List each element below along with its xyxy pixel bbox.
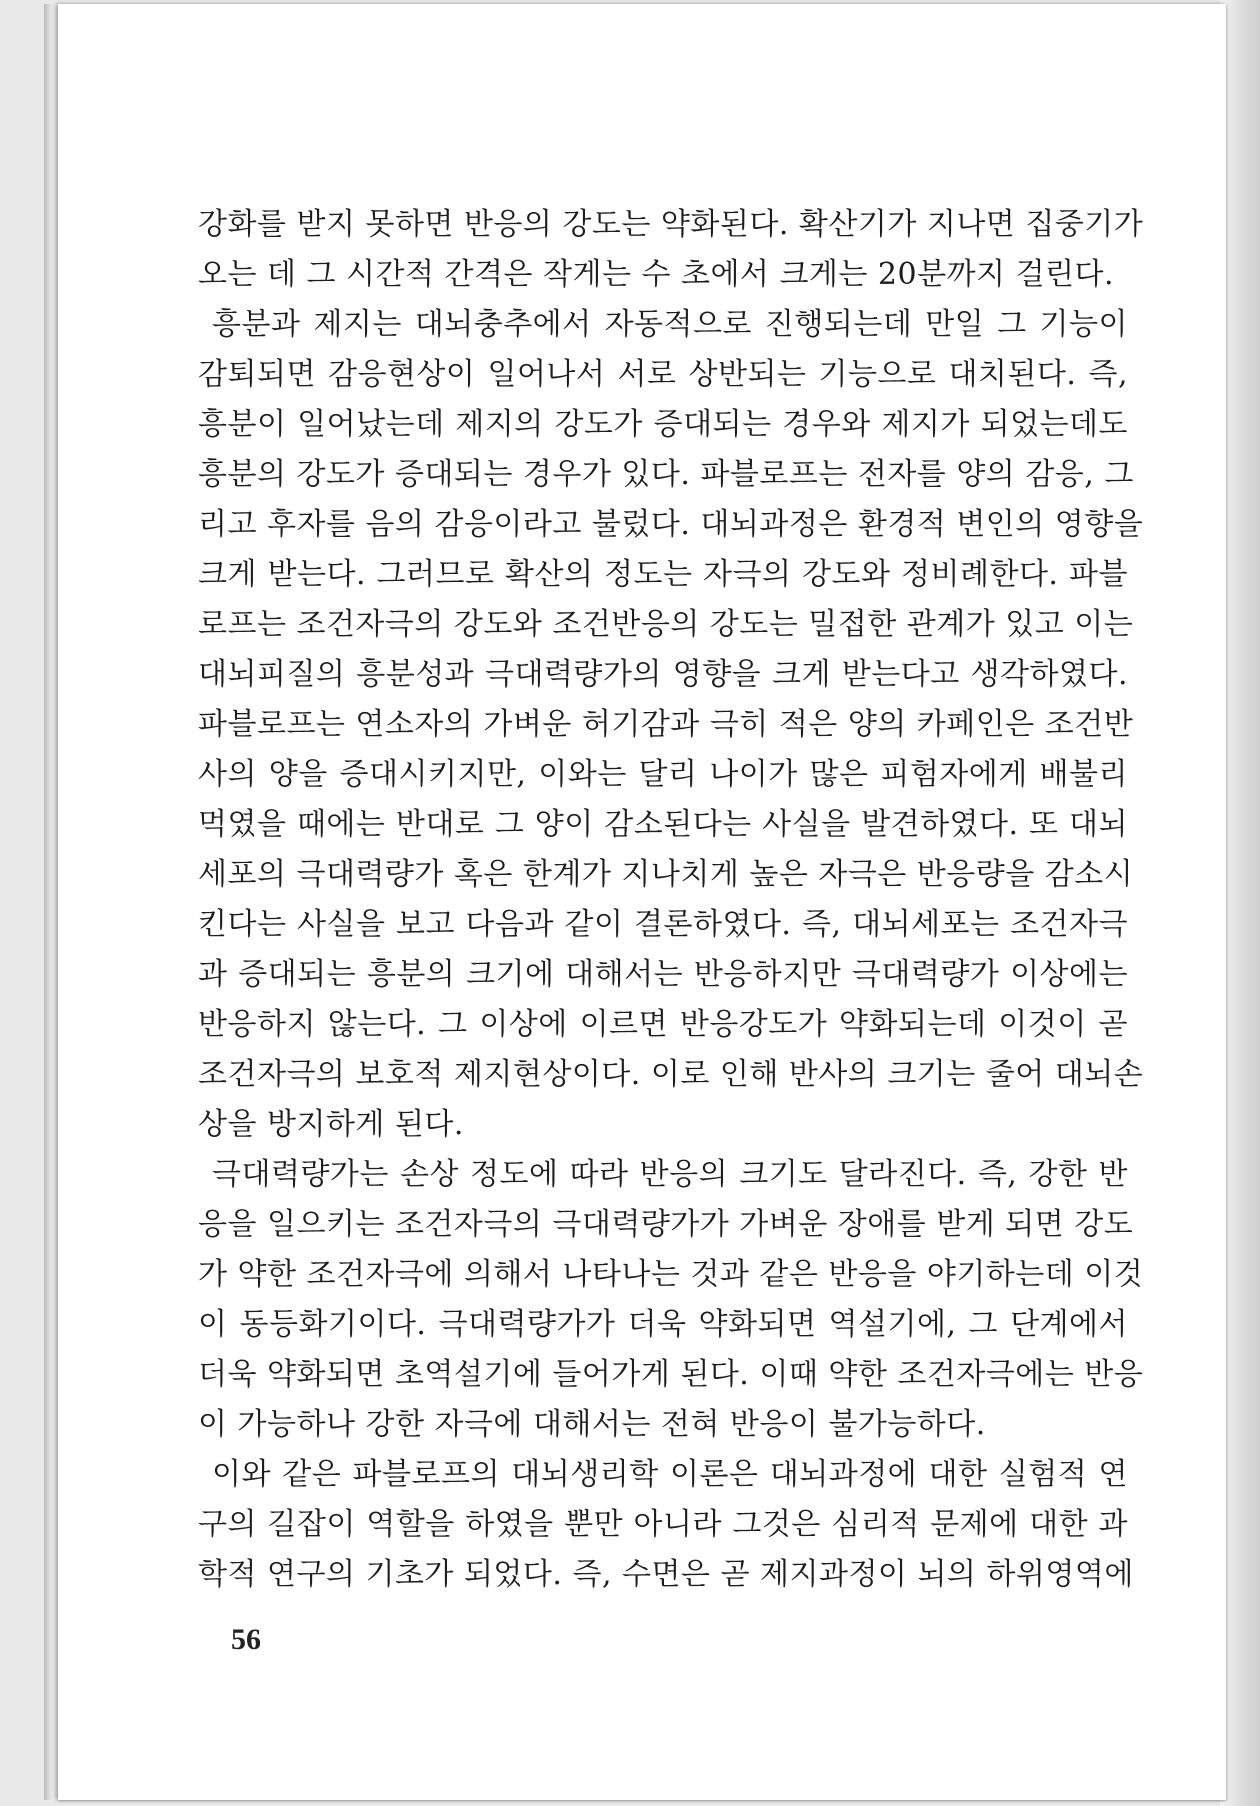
body-text xyxy=(198,200,1144,1600)
text-line: 로프는 조건자극의 강도와 조건반응의 강도는 밀접한 관계가 있고 이는 xyxy=(198,607,1134,642)
text-line: 흥분이 일어났는데 제지의 강도가 증대되는 경우와 제지가 되었는데도 xyxy=(198,407,1129,442)
text-line: 더욱 약화되면 초역설기에 들어가게 된다. 이때 약한 조건자극에는 반응 xyxy=(198,1357,1144,1392)
text-line: 크게 받는다. 그러므로 확산의 정도는 자극의 강도와 정비례한다. 파블 xyxy=(198,557,1128,592)
text-line: 이 가능하나 강한 자극에 대해서는 전혀 반응이 불가능하다. xyxy=(198,1407,986,1442)
text-line: 감퇴되면 감응현상이 일어나서 서로 상반되는 기능으로 대치된다. 즉, xyxy=(198,357,1128,392)
text-line: 조건자극의 보호적 제지현상이다. 이로 인해 반사의 크기는 줄어 대뇌손 xyxy=(198,1057,1144,1092)
text-line: 구의 길잡이 역할을 하였을 뿐만 아니라 그것은 심리적 문제에 대한 과 xyxy=(198,1507,1128,1542)
text-line: 흥분의 강도가 증대되는 경우가 있다. 파블로프는 전자를 양의 감응, 그 xyxy=(198,457,1134,492)
page-edge-right xyxy=(1220,0,1260,1806)
text-line: 먹였을 때에는 반대로 그 양이 감소된다는 사실을 발견하였다. 또 대뇌 xyxy=(198,807,1128,842)
page-number: 56 xyxy=(231,1623,261,1656)
text-line: 학적 연구의 기초가 되었다. 즉, 수면은 곧 제지과정이 뇌의 하위영역에 xyxy=(198,1557,1134,1592)
text-line: 상을 방지하게 된다. xyxy=(198,1107,464,1142)
text-line: 강화를 받지 못하면 반응의 강도는 약화된다. 확산기가 지나면 집중기가 xyxy=(198,207,1144,242)
text-line: 이 동등화기이다. 극대력량가가 더욱 약화되면 역설기에, 그 단계에서 xyxy=(198,1307,1128,1342)
text-line: 극대력량가는 손상 정도에 따라 반응의 크기도 달라진다. 즉, 강한 반 xyxy=(212,1157,1128,1192)
text-line: 세포의 극대력량가 혹은 한계가 지나치게 높은 자극은 반응량을 감소시 xyxy=(198,857,1134,892)
text-line: 대뇌피질의 흥분성과 극대력량가의 영향을 크게 받는다고 생각하였다. xyxy=(198,657,1128,692)
text-line: 가 약한 조건자극에 의해서 나타나는 것과 같은 반응을 야기하는데 이것 xyxy=(198,1257,1144,1292)
text-line: 과 증대되는 흥분의 크기에 대해서는 반응하지만 극대력량가 이상에는 xyxy=(198,957,1128,992)
text-line: 리고 후자를 음의 감응이라고 불렀다. 대뇌과정은 환경적 변인의 영향을 xyxy=(198,507,1144,542)
text-line: 이와 같은 파블로프의 대뇌생리학 이론은 대뇌과정에 대한 실험적 연 xyxy=(212,1457,1128,1492)
book-page xyxy=(58,4,1226,1800)
text-line: 오는 데 그 시간적 간격은 작게는 수 초에서 크게는 20분까지 걸린다. xyxy=(198,257,1115,292)
text-line: 사의 양을 증대시키지만, 이와는 달리 나이가 많은 피험자에게 배불리 xyxy=(198,757,1128,792)
text-line: 흥분과 제지는 대뇌충추에서 자동적으로 진행되는데 만일 그 기능이 xyxy=(212,307,1128,342)
text-line: 반응하지 않는다. 그 이상에 이르면 반응강도가 약화되는데 이것이 곧 xyxy=(198,1007,1128,1042)
text-line: 응을 일으키는 조건자극의 극대력량가가 가벼운 장애를 받게 되면 강도 xyxy=(198,1207,1134,1242)
text-line: 킨다는 사실을 보고 다음과 같이 결론하였다. 즉, 대뇌세포는 조건자극 xyxy=(198,907,1128,942)
text-line: 파블로프는 연소자의 가벼운 허기감과 극히 적은 양의 카페인은 조건반 xyxy=(198,707,1134,742)
